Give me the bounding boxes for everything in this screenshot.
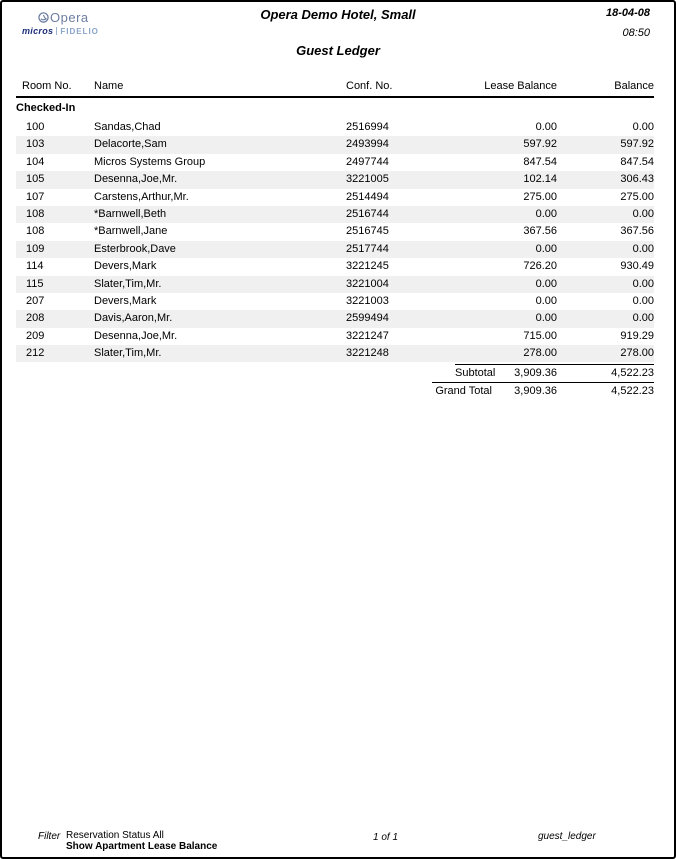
table-row [16, 223, 654, 240]
cell-conf-no: 3221245 [346, 260, 389, 273]
subtotal-row [455, 364, 654, 382]
cell-balance: 930.49 [620, 260, 654, 273]
table-row [16, 345, 654, 362]
column-header-conf: Conf. No. [346, 80, 393, 92]
cell-lease-balance: 715.00 [523, 329, 557, 342]
logo-divider [56, 27, 57, 35]
cell-balance: 0.00 [632, 207, 654, 220]
cell-name: Micros Systems Group [94, 155, 206, 168]
cell-conf-no: 2517744 [346, 242, 389, 255]
cell-lease-balance: 726.20 [523, 260, 557, 273]
report-time: 08:50 [622, 27, 650, 39]
cell-name: Devers,Mark [94, 294, 157, 307]
filter-label: Filter [38, 831, 61, 842]
micros-brand-text: micros [22, 26, 54, 36]
cell-name: Davis,Aaron,Mr. [94, 312, 173, 325]
cell-name: Carstens,Arthur,Mr. [94, 190, 189, 203]
report-file-name: guest_ledger [538, 831, 596, 842]
table-row [16, 189, 654, 206]
filter-value-reservation-status: Reservation Status All [66, 830, 164, 841]
cell-name: Slater,Tim,Mr. [94, 277, 162, 290]
table-row [16, 241, 654, 258]
cell-lease-balance: 275.00 [523, 190, 557, 203]
cell-balance: 275.00 [620, 190, 654, 203]
cell-room: 103 [26, 138, 45, 151]
table-row [16, 136, 654, 153]
cell-balance: 0.00 [632, 121, 654, 133]
subtotal-lease-balance: 3,909.36 [514, 367, 557, 379]
grand-total-row [432, 382, 654, 400]
column-header-room: Room No. [22, 80, 72, 92]
cell-conf-no: 3221005 [346, 173, 389, 186]
cell-balance: 919.29 [620, 329, 654, 342]
cell-room: 100 [26, 121, 45, 133]
cell-room: 108 [26, 207, 45, 220]
table-row [16, 310, 654, 327]
cell-name: Devers,Mark [94, 260, 157, 273]
cell-lease-balance: 0.00 [535, 277, 557, 290]
cell-conf-no: 2516745 [346, 225, 389, 238]
fidelio-brand-text: FIDELIO [60, 26, 99, 36]
cell-conf-no: 2599494 [346, 312, 389, 325]
cell-lease-balance: 367.56 [523, 225, 557, 238]
cell-room: 108 [26, 225, 45, 238]
cell-room: 114 [26, 260, 44, 273]
cell-name: Delacorte,Sam [94, 138, 167, 151]
table-header-row [16, 80, 654, 92]
cell-room: 104 [26, 155, 45, 168]
opera-brand-text: Opera [50, 10, 89, 25]
cell-room: 212 [26, 347, 45, 360]
cell-lease-balance: 278.00 [523, 347, 557, 360]
grand-total-lease-balance: 3,909.36 [514, 385, 557, 397]
cell-conf-no: 2514494 [346, 190, 389, 203]
cell-name: Sandas,Chad [94, 121, 161, 133]
column-header-lease: Lease Balance [484, 80, 557, 92]
report-footer [2, 829, 674, 853]
cell-room: 107 [26, 190, 45, 203]
cell-balance: 0.00 [632, 242, 654, 255]
cell-room: 115 [26, 277, 44, 290]
cell-room: 209 [26, 329, 45, 342]
filter-value-show-lease-balance: Show Apartment Lease Balance [66, 840, 218, 852]
cell-room: 105 [26, 173, 45, 186]
grand-total-balance: 4,522.23 [611, 385, 654, 397]
column-header-name: Name [94, 80, 124, 92]
cell-conf-no: 3221248 [346, 347, 389, 360]
cell-balance: 0.00 [632, 294, 654, 307]
grand-total-label: Grand Total [435, 385, 492, 397]
hotel-name-title: Opera Demo Hotel, Small [260, 7, 416, 22]
cell-balance: 0.00 [632, 277, 654, 290]
table-row [16, 119, 654, 136]
cell-name: Desenna,Joe,Mr. [94, 329, 178, 342]
cell-conf-no: 3221003 [346, 294, 389, 307]
report-date: 18-04-08 [605, 7, 650, 19]
report-title: Guest Ledger [296, 43, 380, 58]
cell-conf-no: 3221247 [346, 329, 389, 342]
cell-balance: 278.00 [620, 347, 654, 360]
table-row [16, 171, 654, 188]
table-row [16, 328, 654, 345]
cell-balance: 597.92 [620, 138, 654, 151]
cell-lease-balance: 0.00 [535, 121, 557, 133]
cell-lease-balance: 0.00 [535, 312, 557, 325]
cell-lease-balance: 0.00 [535, 207, 557, 220]
table-row [16, 258, 654, 275]
cell-name: Esterbrook,Dave [94, 242, 176, 255]
table-row [16, 293, 654, 310]
cell-name: Slater,Tim,Mr. [94, 347, 162, 360]
cell-room: 207 [26, 294, 45, 307]
column-header-balance: Balance [614, 80, 654, 92]
cell-balance: 367.56 [620, 225, 654, 238]
section-label-checked-in: Checked-In [16, 102, 76, 114]
cell-name: Desenna,Joe,Mr. [94, 173, 178, 186]
cell-balance: 847.54 [620, 155, 654, 168]
table-row [16, 206, 654, 223]
cell-conf-no: 3221004 [346, 277, 389, 290]
cell-room: 109 [26, 242, 45, 255]
header-divider-rule [16, 96, 654, 98]
cell-conf-no: 2516994 [346, 121, 389, 133]
cell-conf-no: 2493994 [346, 138, 389, 151]
cell-lease-balance: 847.54 [523, 155, 557, 168]
table-row [16, 276, 654, 293]
cell-lease-balance: 0.00 [535, 294, 557, 307]
cell-conf-no: 2497744 [346, 155, 389, 168]
cell-lease-balance: 0.00 [535, 242, 557, 255]
cell-room: 208 [26, 312, 45, 325]
cell-balance: 0.00 [632, 312, 654, 325]
subtotal-balance: 4,522.23 [611, 367, 654, 379]
cell-name: *Barnwell,Beth [94, 207, 167, 220]
table-rows [16, 119, 654, 362]
cell-balance: 306.43 [620, 173, 654, 186]
cell-lease-balance: 597.92 [523, 138, 557, 151]
cell-name: *Barnwell,Jane [94, 225, 168, 238]
cell-lease-balance: 102.14 [523, 173, 557, 186]
subtotal-label: Subtotal [455, 367, 496, 379]
page-number: 1 of 1 [373, 832, 399, 843]
table-row [16, 154, 654, 171]
cell-conf-no: 2516744 [346, 207, 389, 220]
